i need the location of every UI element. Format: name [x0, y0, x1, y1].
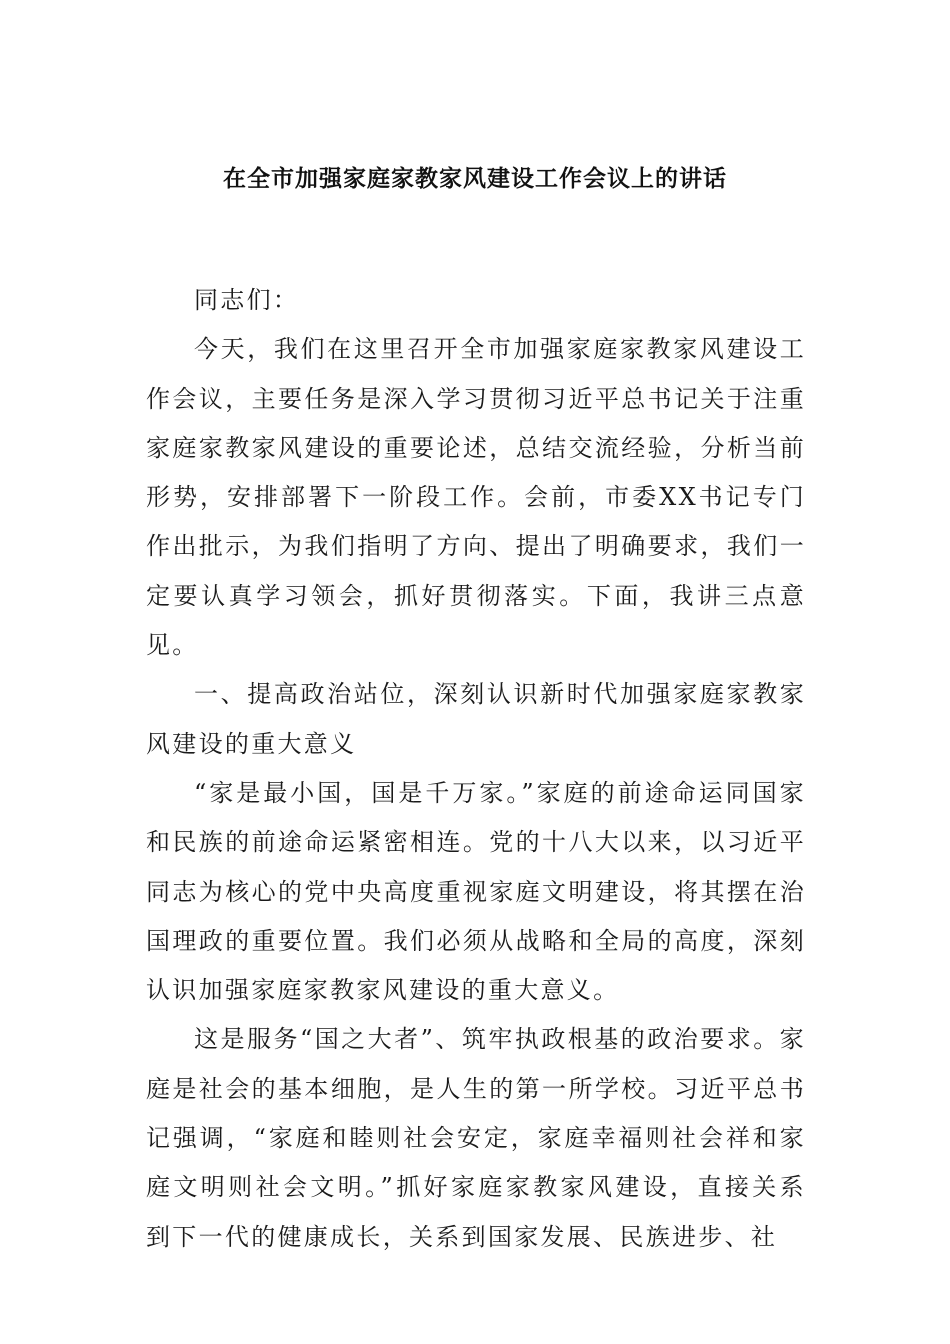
intro-paragraph: 今天，我们在这里召开全市加强家庭家教家风建设工作会议，主要任务是深入学习贯彻习近平总书记关于注重家庭家教家风建设的重要论述，总结交流经验，分析当前形势，安排部署下一阶段工作。会前，市委XX书记专门作出批示，为我们指明了方向、提出了明确要求，我们一定要认真学习领会，抓好贯彻落实。下面，我讲三点意见。	[146, 335, 806, 660]
document-body	[146, 276, 806, 1262]
body-paragraph: “家是最小国，国是千万家。”家庭的前途命运同国家和民族的前途命运紧密相连。党的十八大以来，以习近平同志为核心的党中央高度重视家庭文明建设，将其摆在治国理政的重要位置。我们必须从战略和全局的高度，深刻认识加强家庭家教家风建设的重大意义。	[146, 778, 806, 1005]
body-paragraph: 这是服务“国之大者”、筑牢执政根基的政治要求。家庭是社会的基本细胞，是人生的第一所学校。习近平总书记强调，“家庭和睦则社会安定，家庭幸福则社会祥和家庭文明则社会文明。”抓好家庭家教家风建设，直接关系到下一代的健康成长，关系到国家发展、民族进步、社	[146, 1025, 806, 1251]
document-title: 在全市加强家庭家教家风建设工作会议上的讲话	[223, 165, 727, 192]
section-heading-1: 一、提高政治站位，深刻认识新时代加强家庭家教家风建设的重大意义	[146, 680, 806, 758]
salutation-paragraph: 同志们：	[194, 286, 300, 314]
